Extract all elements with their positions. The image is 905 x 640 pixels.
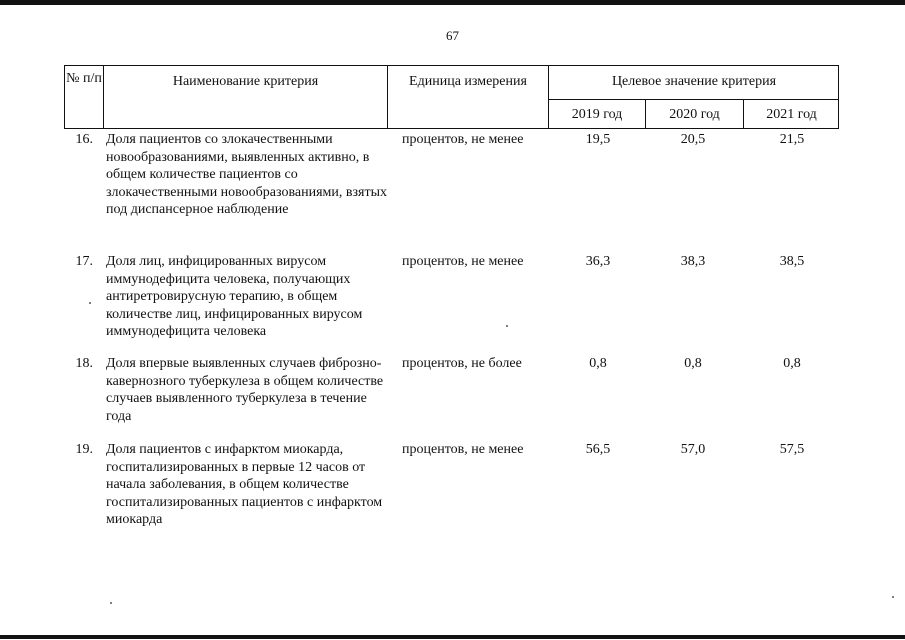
row-value-2019: 56,5 bbox=[585, 442, 611, 457]
row-value-2019: 0,8 bbox=[589, 356, 607, 371]
row-criterion: Доля пациентов со злокачественными новообразованиями, выявленных активно, в общем количестве пациентов со злокачественными новообразованиями, взятых под диспансерное наблюдение bbox=[106, 132, 387, 217]
row-value-2020: 38,3 bbox=[680, 254, 706, 269]
row-number: 17. bbox=[75, 254, 93, 269]
header-unit: Единица измерения bbox=[409, 74, 527, 89]
row-unit: процентов, не менее bbox=[402, 442, 524, 457]
header-year-2021: 2021 год bbox=[766, 107, 817, 122]
row-unit: процентов, не более bbox=[402, 356, 522, 371]
row-value-2021: 57,5 bbox=[779, 442, 805, 457]
header-criterion: Наименование критерия bbox=[172, 74, 319, 89]
scan-speck bbox=[89, 302, 91, 304]
header-divider bbox=[548, 99, 839, 100]
row-number: 19. bbox=[75, 442, 93, 457]
scan-speck bbox=[892, 596, 894, 598]
scan-top-edge bbox=[0, 0, 905, 5]
header-year-2020: 2020 год bbox=[669, 107, 720, 122]
row-unit: процентов, не менее bbox=[402, 132, 524, 147]
row-value-2019: 36,3 bbox=[585, 254, 611, 269]
row-value-2021: 0,8 bbox=[783, 356, 801, 371]
row-value-2020: 57,0 bbox=[680, 442, 706, 457]
scan-bottom-edge bbox=[0, 635, 905, 639]
row-number: 18. bbox=[75, 356, 93, 371]
header-year-2019: 2019 год bbox=[571, 107, 623, 122]
row-unit: процентов, не менее bbox=[402, 254, 524, 269]
row-value-2021: 38,5 bbox=[779, 254, 805, 269]
header-target: Целевое значение критерия bbox=[611, 74, 777, 89]
header-number: № п/п bbox=[66, 71, 102, 86]
row-value-2020: 0,8 bbox=[684, 356, 702, 371]
row-number: 16. bbox=[75, 132, 93, 147]
scan-speck bbox=[110, 602, 112, 604]
row-value-2021: 21,5 bbox=[779, 132, 805, 147]
page-number: 67 bbox=[446, 28, 459, 43]
row-criterion: Доля лиц, инфицированных вирусом иммунодефицита человека, получающих антиретровирусную терапию, в общем количестве лиц, инфицированных вирусом иммунодефицита человека bbox=[106, 254, 363, 339]
row-value-2020: 20,5 bbox=[680, 132, 706, 147]
row-criterion: Доля пациентов с инфарктом миокарда, госпитализированных в первые 12 часов от начала заболевания, в общем количестве госпитализированных пациентов с инфарктом миокарда bbox=[106, 442, 383, 527]
row-criterion: Доля впервые выявленных случаев фиброзно-кавернозного туберкулеза в общем количестве случаев выявленного туберкулеза в течение года bbox=[106, 356, 384, 424]
row-value-2019: 19,5 bbox=[585, 132, 611, 147]
scan-speck bbox=[506, 325, 508, 327]
